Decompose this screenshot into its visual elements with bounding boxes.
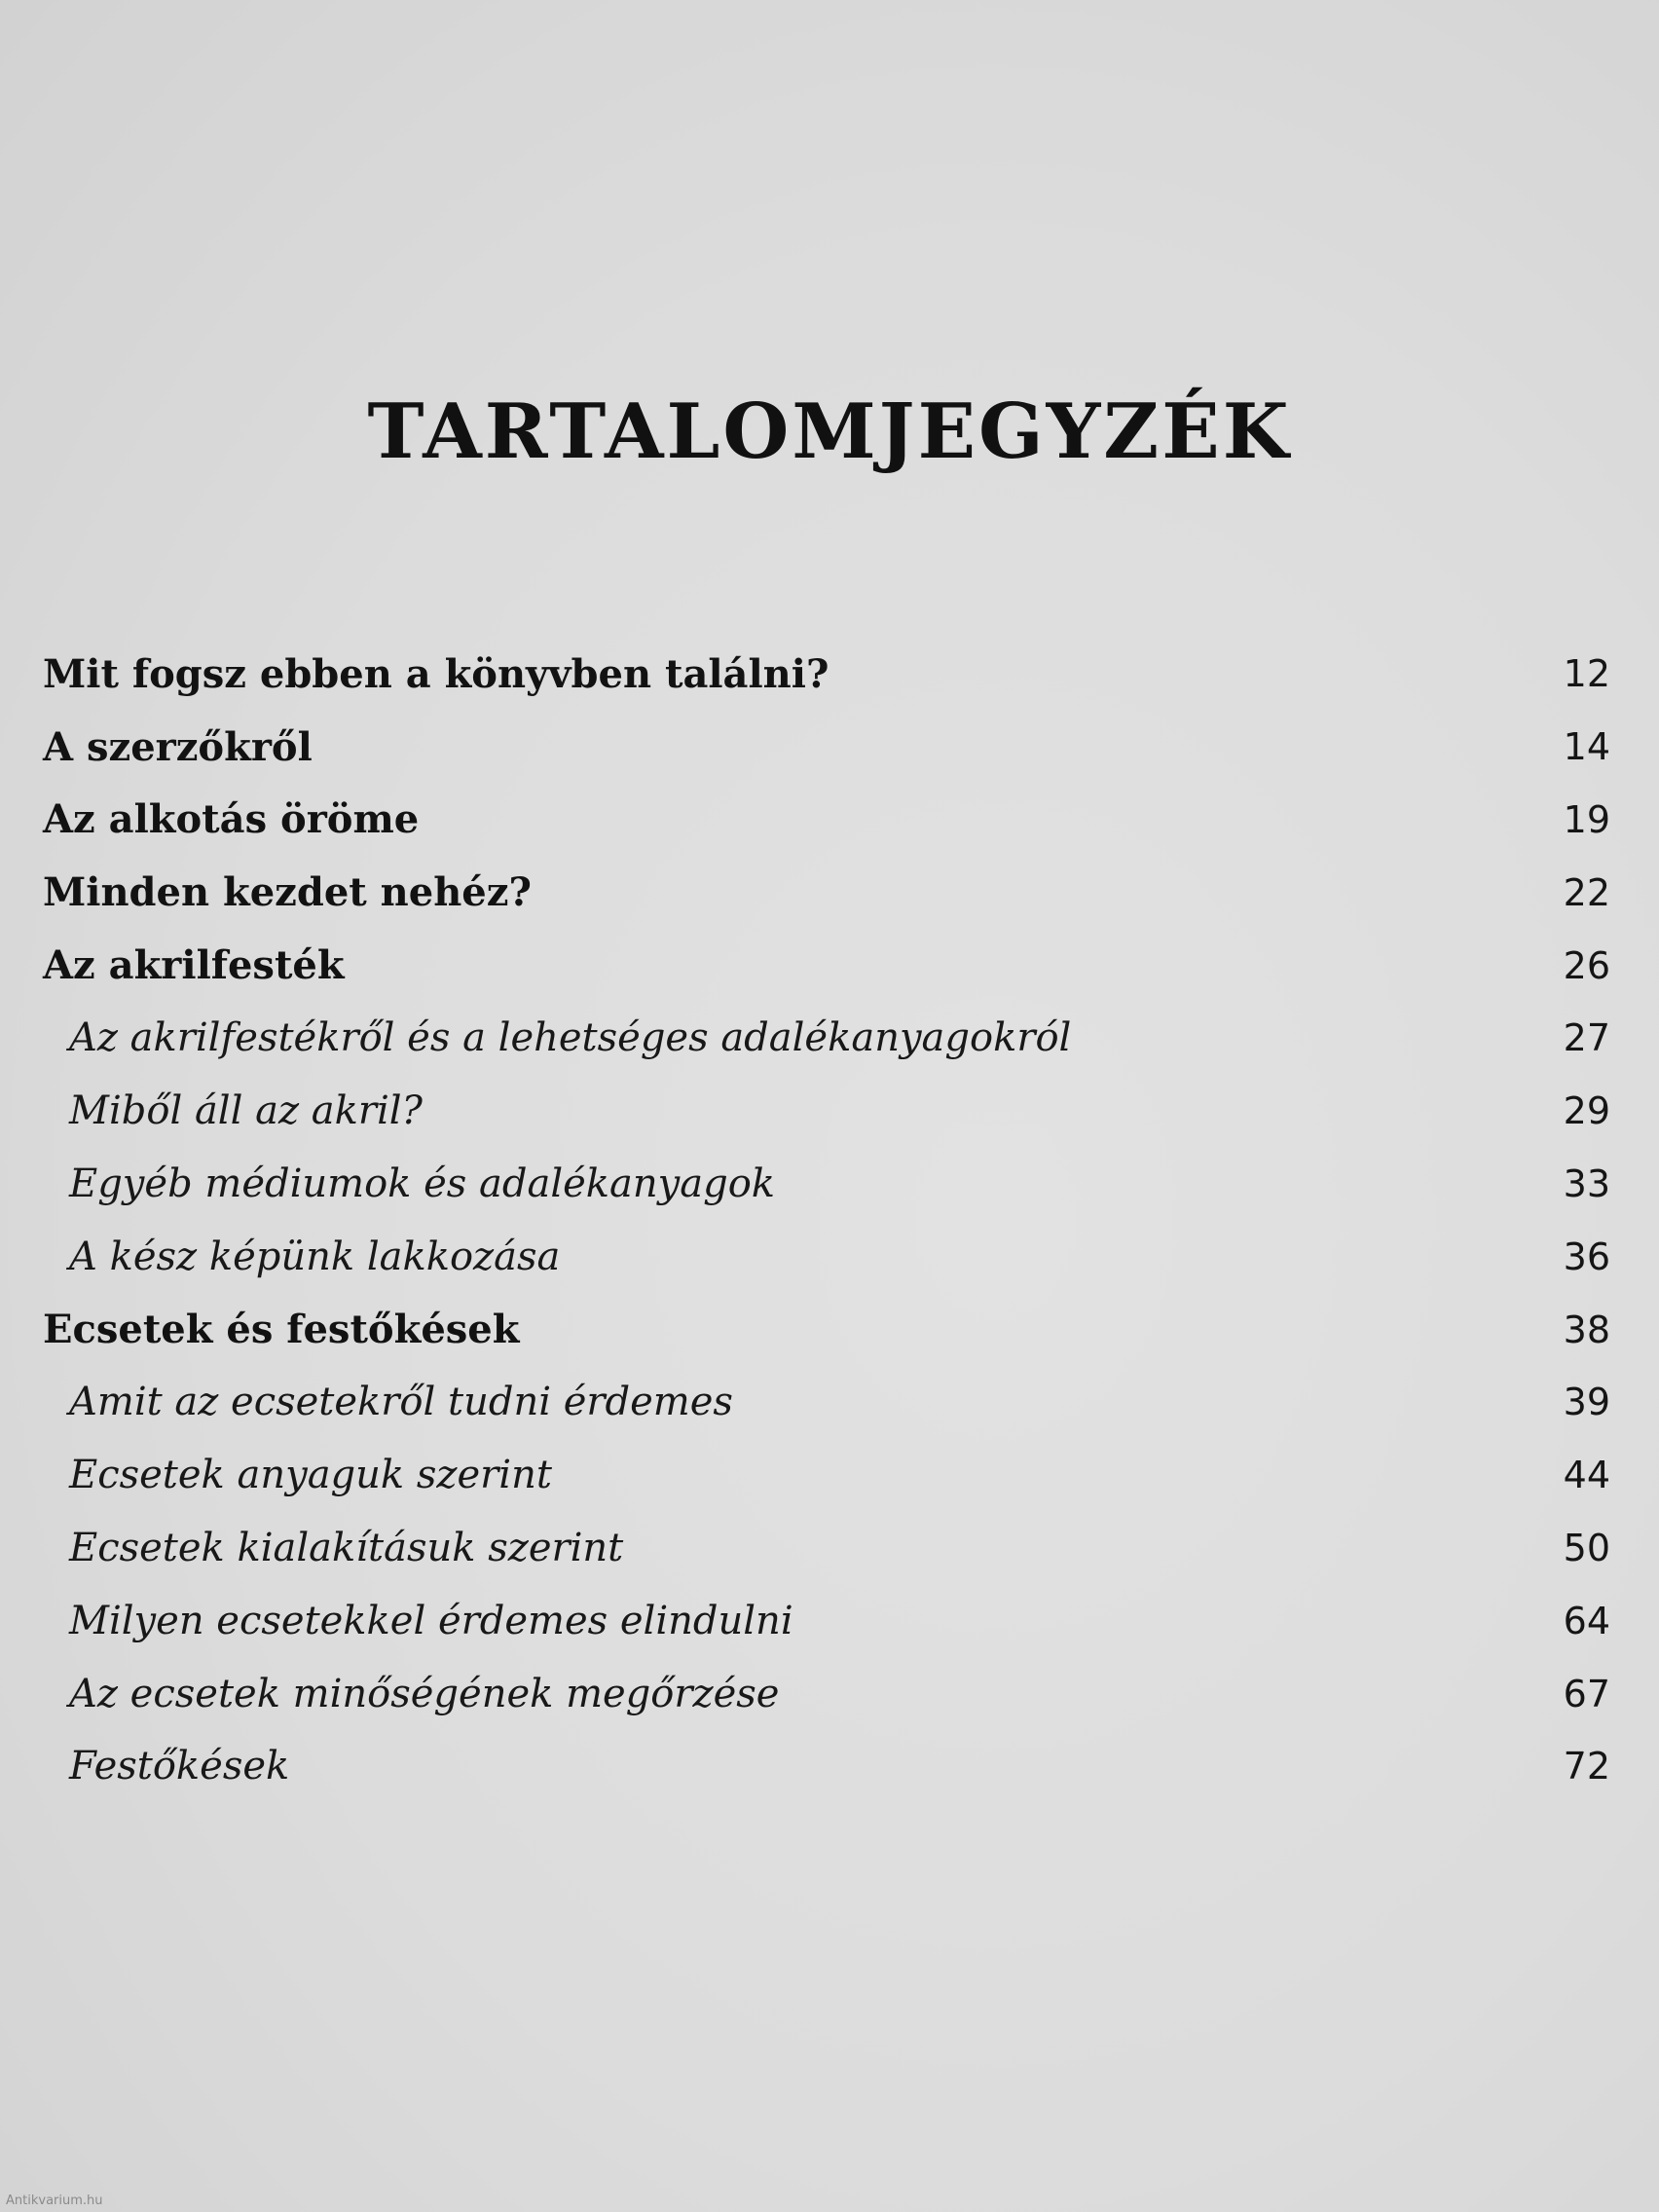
toc-entry-page: 33 xyxy=(1563,1161,1610,1205)
toc-entry-page: 19 xyxy=(1563,797,1610,841)
toc-entry-page: 12 xyxy=(1563,652,1610,696)
toc-entry xyxy=(43,1730,1610,1803)
toc-entry xyxy=(43,784,1610,857)
toc-entry-title: Milyen ecsetekkel érdemes elindulni xyxy=(69,1598,793,1643)
toc-entry-page: 26 xyxy=(1563,943,1610,987)
toc-entry-title: Egyéb médiumok és adalékanyagok xyxy=(69,1161,776,1206)
toc-entry-page: 50 xyxy=(1563,1526,1610,1569)
toc-entry xyxy=(43,1584,1610,1657)
toc-entry xyxy=(43,1220,1610,1293)
toc-entry-page: 39 xyxy=(1563,1381,1610,1424)
toc-entry-page: 44 xyxy=(1563,1454,1610,1497)
toc-entry-title: A szerzőkről xyxy=(43,723,313,770)
watermark: Antikvarium.hu xyxy=(6,2194,103,2208)
toc-entry xyxy=(43,1366,1610,1439)
toc-entry-title: A kész képünk lakkozása xyxy=(69,1234,561,1279)
toc-entry-title: Az alkotás öröme xyxy=(43,796,420,843)
toc-entry xyxy=(43,1293,1610,1366)
toc-entry-title: Ecsetek anyaguk szerint xyxy=(69,1453,552,1498)
toc-entry xyxy=(43,1657,1610,1730)
toc-entry-title: Az ecsetek minőségének megőrzése xyxy=(69,1671,780,1716)
toc-entry-page: 22 xyxy=(1563,870,1610,914)
toc-entry-page: 14 xyxy=(1563,725,1610,769)
toc-entry-page: 64 xyxy=(1563,1599,1610,1642)
toc-entry-page: 67 xyxy=(1563,1672,1610,1715)
table-of-contents xyxy=(43,638,1610,1803)
toc-entry-title: Minden kezdet nehéz? xyxy=(43,869,532,916)
toc-entry xyxy=(43,1439,1610,1512)
toc-entry-page: 27 xyxy=(1563,1016,1610,1060)
toc-entry xyxy=(43,711,1610,784)
toc-entry-title: Miből áll az akril? xyxy=(69,1088,423,1134)
toc-entry-page: 36 xyxy=(1563,1235,1610,1278)
toc-entry xyxy=(43,1512,1610,1585)
page-title: TARTALOMJEGYZÉK xyxy=(367,387,1292,476)
toc-entry-page: 72 xyxy=(1563,1745,1610,1788)
toc-entry xyxy=(43,1002,1610,1075)
toc-entry xyxy=(43,1075,1610,1148)
toc-entry-page: 38 xyxy=(1563,1308,1610,1351)
toc-entry-page: 29 xyxy=(1563,1089,1610,1133)
toc-entry-title: Mit fogsz ebben a könyvben találni? xyxy=(43,650,830,697)
toc-entry-title: Ecsetek kialakításuk szerint xyxy=(69,1525,624,1570)
toc-entry xyxy=(43,856,1610,929)
toc-entry-title: Ecsetek és festőkések xyxy=(43,1307,520,1353)
toc-entry-title: Festőkések xyxy=(69,1744,290,1789)
toc-entry-title: Amit az ecsetekről tudni érdemes xyxy=(69,1380,733,1425)
toc-entry-title: Az akrilfesték xyxy=(43,942,345,989)
toc-entry xyxy=(43,1148,1610,1221)
toc-entry xyxy=(43,638,1610,711)
toc-entry xyxy=(43,929,1610,1002)
toc-entry-title: Az akrilfestékről és a lehetséges adalékanyagokról xyxy=(69,1015,1072,1061)
